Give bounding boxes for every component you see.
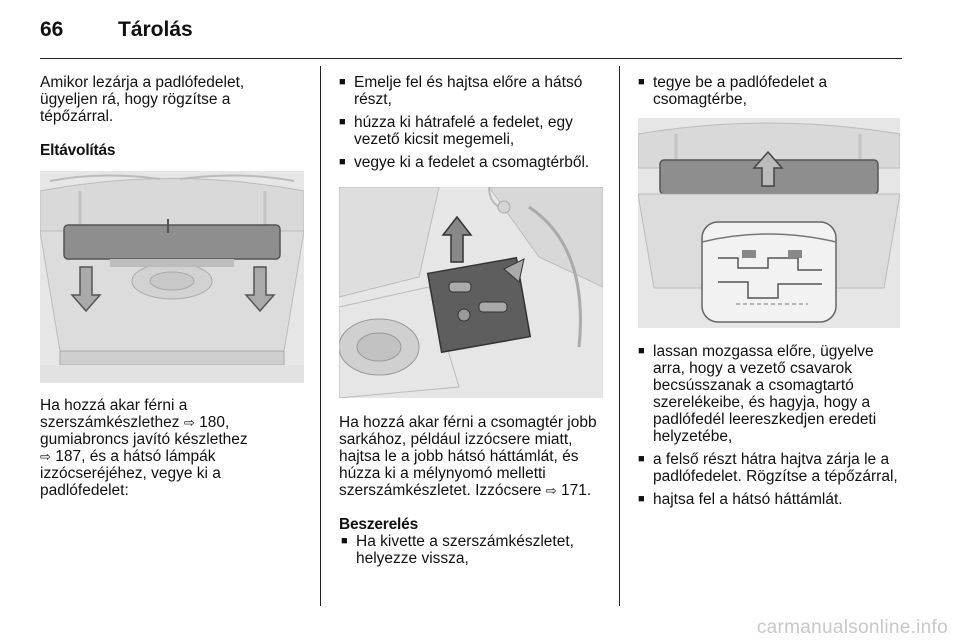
installation-heading: Beszerelés	[339, 516, 419, 533]
column-divider-1	[320, 66, 321, 606]
column-3-bottom	[638, 343, 900, 508]
column-2-top	[339, 74, 603, 171]
list-item: ■ a felső részt hátra hajtva zárja le a padlófedelet. Rögzítse a tépőzárral,	[638, 451, 898, 485]
header-rule	[40, 58, 902, 59]
list-item: ■ lassan mozgassa előre, ügyelve arra, hogy a vezető csavarok becsússzanak a csomagtartó szerelékeibe, és hagyja, hogy a padlófedél leereszkedjen eredeti helyzetébe,	[638, 343, 877, 445]
list-item: ■ Emelje fel és hajtsa előre a hátsó részt,	[339, 74, 583, 108]
list-item: ■ Ha kivette a szerszámkészletet, helyezze vissza,	[341, 533, 574, 567]
list-item: ■ húzza ki hátrafelé a fedelet, egy vezető kicsit megemeli,	[339, 114, 573, 148]
floor-cover-installation-illustration	[638, 118, 900, 328]
ref-arrow-icon: ⇨	[183, 415, 195, 430]
bullet-icon: ■	[341, 535, 348, 547]
car-boot-installation-drawing	[638, 118, 900, 328]
bullet-icon: ■	[638, 345, 645, 357]
ref-arrow-icon: ⇨	[545, 483, 557, 498]
removal-heading: Eltávolítás	[40, 142, 116, 159]
column-divider-2	[619, 66, 620, 606]
column-3-top	[638, 74, 900, 108]
access-line-2: szerszámkészlethez ⇨ 180,	[40, 414, 230, 431]
bullet-icon: ■	[339, 116, 346, 128]
bullet-icon: ■	[339, 76, 346, 88]
bullet-icon: ■	[638, 453, 645, 465]
bullet-icon: ■	[339, 156, 346, 168]
toolkit-illustration	[339, 187, 603, 398]
watermark: carmanualsonline.info	[756, 617, 948, 638]
list-item: ■ hajtsa fel a hátsó háttámlát.	[638, 491, 843, 508]
access-line-4: ⇨ 187, és a hátsó lámpák	[40, 448, 216, 465]
list-item: ■ vegye ki a fedelet a csomagtérből.	[339, 154, 590, 171]
toolkit-paragraph: Ha hozzá akar férni a csomagtér jobb sarkához, például izzócsere miatt, hajtsa le a jobb hátsó háttámlát, és húzza ki a mélynyomó melletti szerszámkészletet. Izzócsere ⇨ 171.	[339, 414, 597, 499]
page-header	[40, 18, 193, 48]
access-line-6: padlófedelet:	[40, 482, 129, 499]
bullet-icon: ■	[638, 493, 645, 505]
list-item: ■ tegye be a padlófedelet a csomagtérbe,	[638, 74, 828, 108]
ref-arrow-icon: ⇨	[40, 449, 51, 464]
intro-paragraph: Amikor lezárja a padlófedelet, ügyeljen rá, hogy rögzítse a tépőzárral.	[40, 74, 245, 125]
car-boot-removal-drawing	[40, 171, 304, 383]
floor-cover-removal-illustration	[40, 171, 304, 383]
bullet-icon: ■	[638, 76, 645, 88]
access-line-1: Ha hozzá akar férni a	[40, 397, 188, 414]
page-title: Tárolás	[118, 18, 193, 41]
access-line-5: izzócseréjéhez, vegye ki a	[40, 465, 221, 482]
access-paragraph	[40, 397, 308, 499]
column-2-bottom	[339, 414, 607, 567]
access-line-3: gumiabroncs javító készlethez	[40, 431, 248, 448]
car-boot-toolkit-drawing	[339, 187, 603, 398]
page-number: 66	[40, 18, 64, 41]
column-1	[40, 74, 308, 159]
